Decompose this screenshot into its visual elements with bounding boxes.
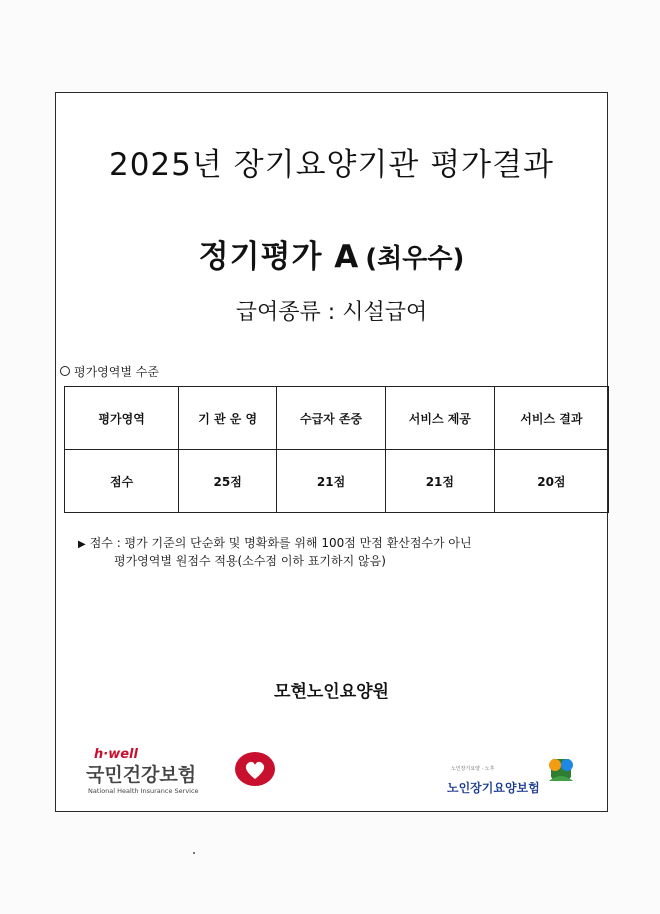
table-cell: 점수	[65, 450, 179, 513]
certificate-frame	[55, 92, 608, 812]
scan-speck	[193, 852, 195, 854]
grade-value: 정기평가 A	[198, 239, 360, 275]
table-header-cell: 서비스 결과	[494, 387, 608, 450]
page-title: 2025년 장기요양기관 평가결과	[108, 147, 554, 183]
grade-rating: (최우수)	[365, 244, 465, 274]
table-header-cell: 수급자 존중	[277, 387, 386, 450]
nhis-name: 국민건강보험	[86, 764, 197, 786]
table-header-cell: 서비스 제공	[385, 387, 494, 450]
ltc-emblem-icon	[541, 753, 581, 785]
ltc-logo	[441, 753, 591, 803]
score-table	[64, 386, 609, 513]
section-label-text: 평가영역별 수준	[74, 365, 159, 379]
ltc-tagline: 노인장기요양 · 노후	[451, 766, 495, 772]
nhis-heart-mark-icon	[232, 749, 278, 789]
note-line-2: 평가영역별 원점수 적용(소수점 이하 표기하지 않음)	[114, 554, 386, 568]
circle-bullet-icon	[60, 366, 70, 376]
section-label	[60, 363, 159, 380]
triangle-right-icon: ▶	[78, 539, 86, 550]
institution-name: 모현노인요양원	[274, 682, 389, 702]
table-header-cell: 기 관 운 영	[179, 387, 277, 450]
table-cell: 20점	[494, 450, 608, 513]
table-header-cell: 평가영역	[65, 387, 179, 450]
table-cell: 21점	[385, 450, 494, 513]
nhis-logo	[84, 743, 284, 803]
grade-line	[56, 231, 607, 276]
nhis-slogan: h·well	[94, 747, 138, 762]
score-note	[78, 535, 472, 570]
table-row	[65, 450, 609, 513]
table-header-row	[65, 387, 609, 450]
table-cell: 25점	[179, 450, 277, 513]
benefit-type: 급여종류 : 시설급여	[235, 300, 428, 325]
ltc-name: 노인장기요양보험	[447, 781, 540, 795]
note-line-1: 점수 : 평가 기준의 단순화 및 명확화를 위해 100점 만점 환산점수가 아닌	[89, 536, 472, 550]
table-cell: 21점	[277, 450, 386, 513]
nhis-english-name: National Health Insurance Service	[88, 787, 199, 795]
